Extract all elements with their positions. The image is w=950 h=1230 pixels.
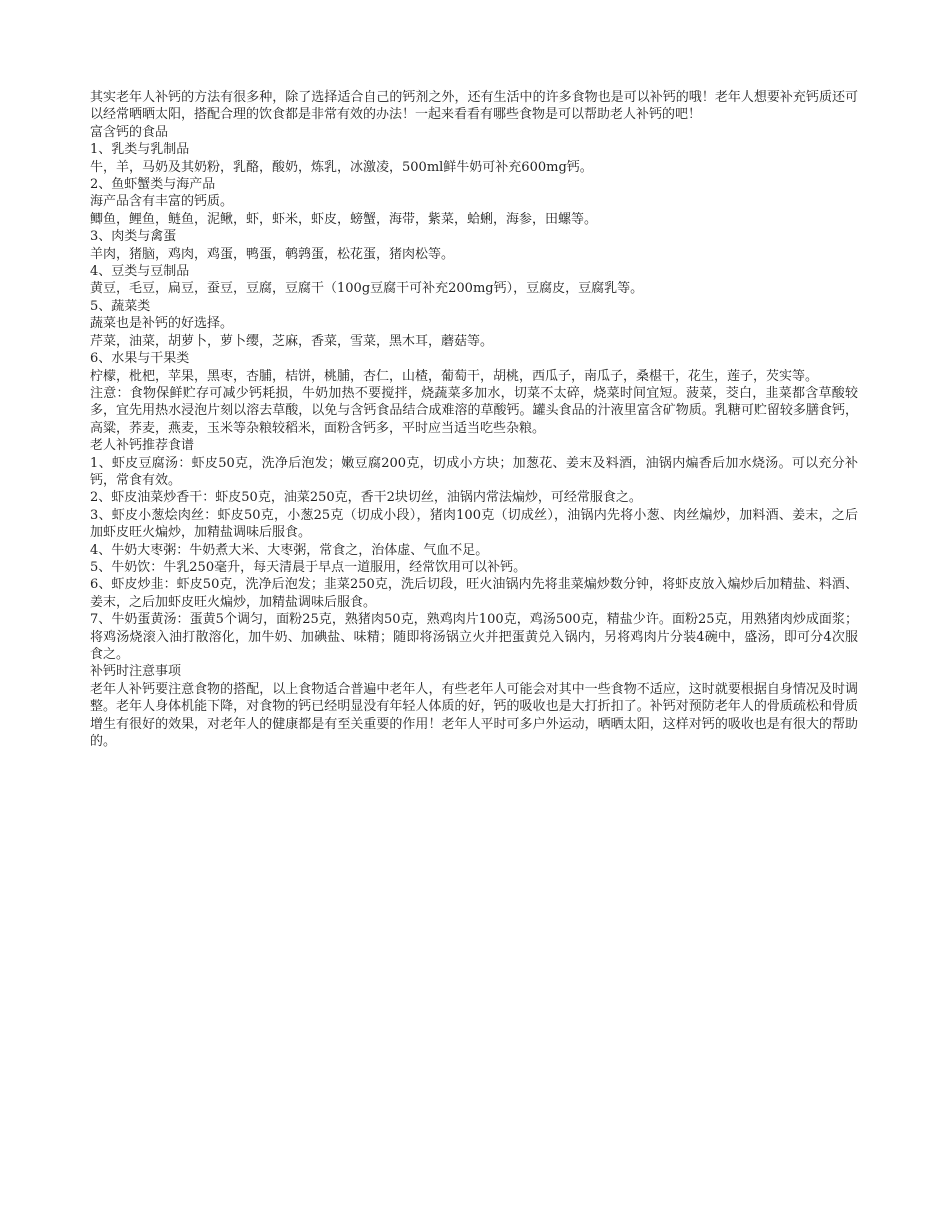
recipe-item: 6、虾皮炒韭：虾皮50克，洗净后泡发；韭菜250克，洗后切段，旺火油锅内先将韭菜煸炒数分钟，将虾皮放入煸炒后加精盐、料酒、姜末，之后加虾皮旺火煸炒，加精盐调味后服食。 xyxy=(90,577,858,610)
recipe-item: 2、虾皮油菜炒香干：虾皮50克，油菜250克，香干2块切丝，油锅内常法煸炒，可经常服食之。 xyxy=(90,490,642,506)
recipe-item: 1、虾皮豆腐汤：虾皮50克，洗净后泡发；嫩豆腐200克，切成小方块；加葱花、姜末及料酒，油锅内煸香后加水烧汤。可以充分补钙，常食有效。 xyxy=(90,455,858,488)
dairy-list: 牛，羊，马奶及其奶粉，乳酪，酸奶，炼乳，冰激凌，500ml鲜牛奶可补充600mg钙。 xyxy=(90,159,593,175)
meat-eggs-list: 羊肉，猪脑，鸡肉，鸡蛋，鸭蛋，鹌鹑蛋，松花蛋，猪肉松等。 xyxy=(90,246,455,262)
beans-list: 黄豆，毛豆，扁豆，蚕豆，豆腐，豆腐干（100g豆腐干可补充200mg钙），豆腐皮，豆腐乳等。 xyxy=(90,281,644,297)
subheading-meat-eggs: 3、肉类与禽蛋 xyxy=(90,229,177,245)
subheading-vegetables: 5、蔬菜类 xyxy=(90,298,151,314)
recipe-item: 3、虾皮小葱烩肉丝：虾皮50克，小葱25克（切成小段），猪肉100克（切成丝），油锅内先将小葱、肉丝煸炒，加料酒、姜末，之后加虾皮旺火煸炒，加精盐调味后服食。 xyxy=(90,507,858,541)
section-heading-recipes: 老人补钙推荐食谱 xyxy=(90,438,195,454)
recipe-item: 7、牛奶蛋黄汤：蛋黄5个调匀，面粉25克，熟猪肉50克，熟鸡肉片100克，鸡汤500克，精盐少许。面粉25克，用熟猪肉炒成面浆；将鸡汤烧滚入油打散溶化，加牛奶、加碘盐、味精；随即将汤锅立火并把蛋黄兑入锅内，另将鸡肉片分装4碗中，盛汤，即可分4次服食之。 xyxy=(90,612,858,662)
seafood-list: 鲫鱼，鲤鱼，鲢鱼，泥鳅，虾，虾米，虾皮，螃蟹，海带，紫菜，蛤蜊，海参，田螺等。 xyxy=(90,211,598,227)
section-heading-calcium-foods: 富含钙的食品 xyxy=(90,124,169,140)
subheading-fruits-nuts: 6、水果与干果类 xyxy=(90,351,190,367)
notes-paragraph: 老年人补钙要注意食物的搭配，以上食物适合普遍中老年人，有些老年人可能会对其中一些食物不适应，这时就要根据自身情况及时调整。老年人身体机能下降，对食物的钙已经明显没有年轻人体质的好，钙的吸收也是大打折扣了。补钙对预防老年人的骨质疏松和骨质增生有很好的效果，对老年人的健康都是有至关重要的作用！老年人平时可多户外运动，晒晒太阳，这样对钙的吸收也是有很大的帮助的。 xyxy=(90,681,858,750)
vegetables-list: 芹菜，油菜，胡萝卜，萝卜缨，芝麻，香菜，雪菜，黑木耳，蘑菇等。 xyxy=(90,333,494,349)
subheading-beans: 4、豆类与豆制品 xyxy=(90,264,190,280)
recipe-item: 4、牛奶大枣粥：牛奶煮大米、大枣粥，常食之，治体虚、气血不足。 xyxy=(90,542,489,558)
fruits-nuts-list: 柠檬，枇杷，苹果，黑枣，杏脯，桔饼，桃脯，杏仁，山楂，葡萄干，胡桃，西瓜子，南瓜子，桑椹干，花生，莲子，芡实等。 xyxy=(90,368,819,384)
vegetables-note: 蔬菜也是补钙的好选择。 xyxy=(90,316,234,332)
intro-paragraph: 其实老年人补钙的方法有很多种，除了选择适合自己的钙剂之外，还有生活中的许多食物也是可以补钙的哦！老年人想要补充钙质还可以经常晒晒太阳，搭配合理的饮食都是非常有效的办法！一起来看看有哪些食物是可以帮助老人补钙的吧！ xyxy=(90,90,858,123)
subheading-dairy: 1、乳类与乳制品 xyxy=(90,142,190,158)
section-heading-notes: 补钙时注意事项 xyxy=(90,664,182,680)
article-body xyxy=(90,89,858,750)
seafood-note: 海产品含有丰富的钙质。 xyxy=(90,194,234,210)
subheading-seafood: 2、鱼虾蟹类与海产品 xyxy=(90,177,216,193)
recipe-item: 5、牛奶饮：牛乳250毫升，每天清晨于早点一道服用，经常饮用可以补钙。 xyxy=(90,559,527,575)
caution-paragraph: 注意：食物保鲜贮存可减少钙耗损，牛奶加热不要搅拌，烧蔬菜多加水，切菜不太碎，烧菜时间宜短。菠菜，茭白，韭菜都含草酸较多，宜先用热水浸泡片刻以溶去草酸，以免与含钙食品结合成难溶的草酸钙。罐头食品的汁液里富含矿物质。乳糖可贮留较多膳食钙，高粱，荞麦，燕麦，玉米等杂粮较稻米，面粉含钙多，平时应当适当吃些杂粮。 xyxy=(90,385,858,436)
